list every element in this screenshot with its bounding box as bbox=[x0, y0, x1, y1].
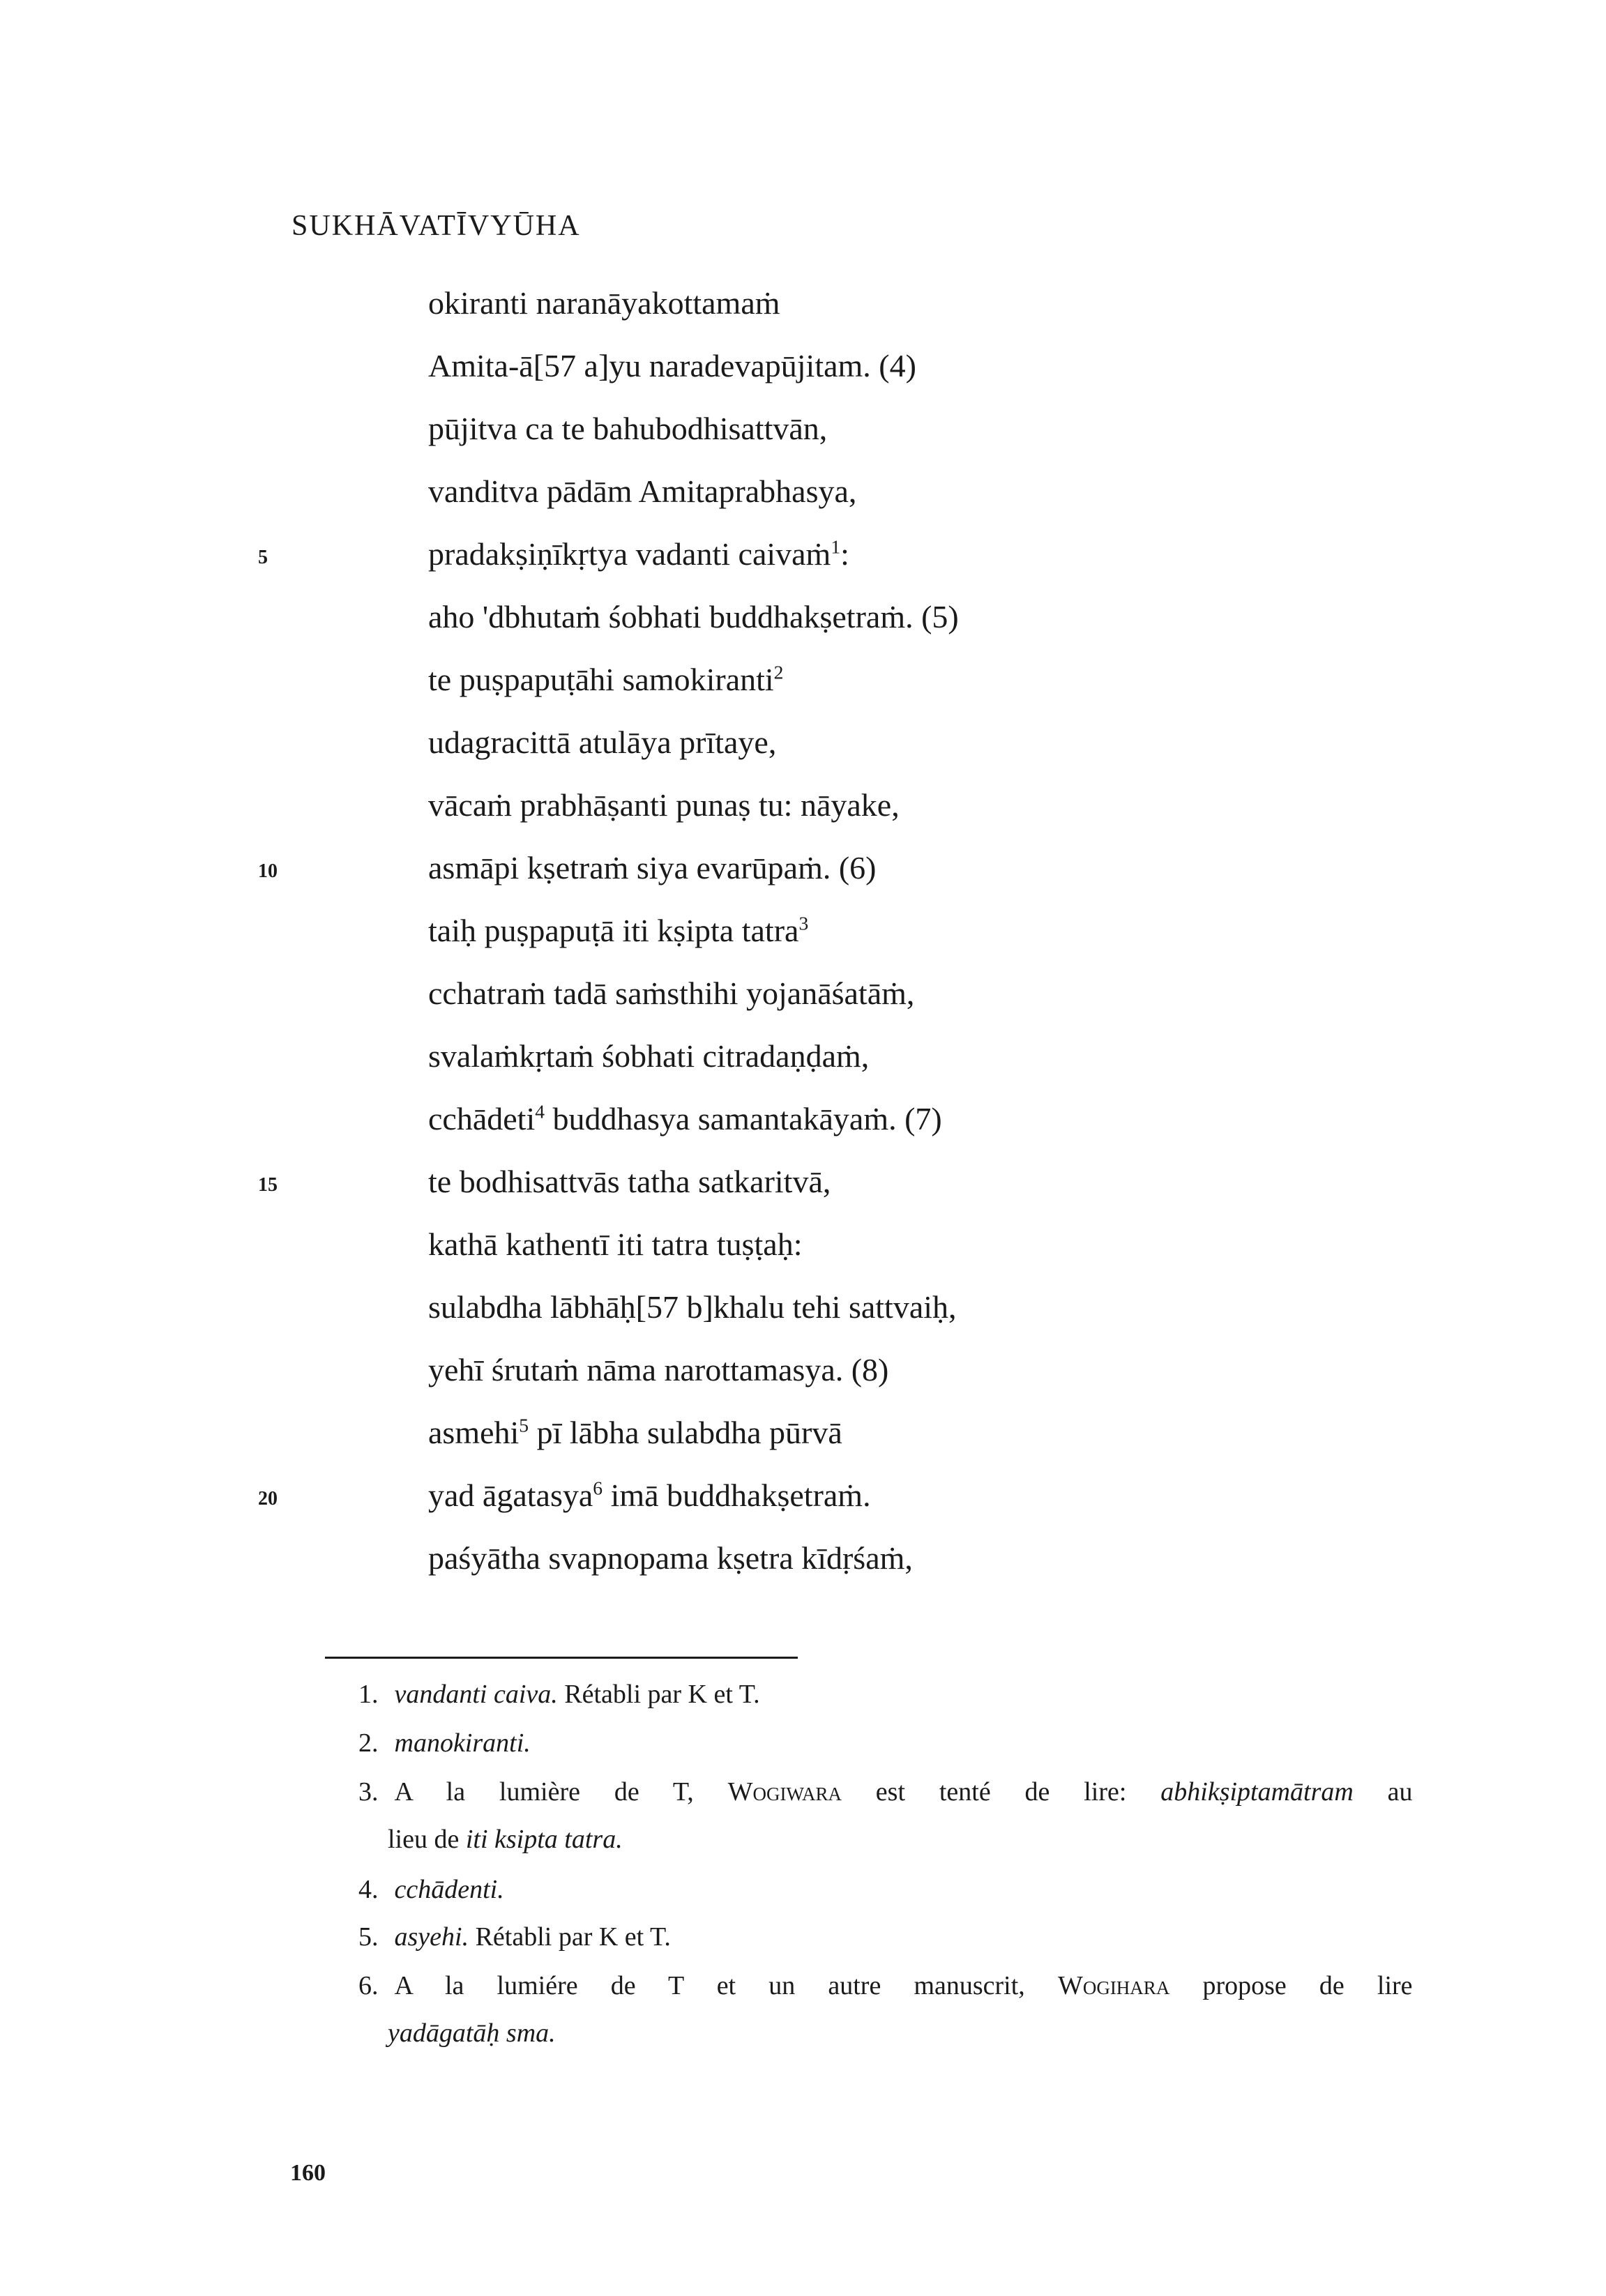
footnote bbox=[358, 1777, 1413, 1807]
footnote-number: 3. bbox=[358, 1777, 379, 1807]
footnote-term: cchādenti. bbox=[394, 1875, 504, 1904]
footnote-ref: 6 bbox=[593, 1477, 603, 1499]
footnote-text: lieu de bbox=[388, 1825, 460, 1854]
verse-line: okiranti naranāyakottamaṁ bbox=[428, 285, 780, 321]
verse-line: udagracittā atulāya prītaye, bbox=[428, 724, 777, 760]
footnote-continuation bbox=[388, 2018, 556, 2048]
footnote-term: manokiranti. bbox=[394, 1728, 531, 1758]
footnote-term: abhikṣiptamātram bbox=[1160, 1777, 1354, 1807]
verse-line bbox=[428, 661, 783, 698]
line-number: 20 bbox=[258, 1488, 278, 1510]
verse-text: asmehi bbox=[428, 1415, 520, 1450]
verse-line: yehī śrutaṁ nāma narottamasya. (8) bbox=[428, 1352, 889, 1388]
footnote-term: iti ksipta tatra. bbox=[465, 1825, 623, 1854]
author-name: Wogiwara bbox=[727, 1777, 842, 1807]
footnote-number: 6. bbox=[358, 1971, 379, 2000]
footnote bbox=[358, 1970, 1413, 2001]
verse-text: : bbox=[840, 536, 849, 572]
verse-line bbox=[428, 1414, 842, 1451]
verse-text: te puṣpapuṭāhi samokiranti bbox=[428, 662, 774, 697]
author-name: Wogihara bbox=[1057, 1971, 1170, 2000]
verse-line bbox=[428, 1477, 871, 1514]
footnote-ref: 4 bbox=[535, 1100, 545, 1123]
footnote-text: au bbox=[1387, 1777, 1413, 1807]
verse-text: cchādeti bbox=[428, 1101, 536, 1136]
footnote bbox=[358, 1728, 531, 1758]
page-number: 160 bbox=[290, 2160, 326, 2186]
verse-line: te bodhisattvās tatha satkaritvā, bbox=[428, 1164, 831, 1199]
verse-line: Amita-ā[57 a]yu naradevapūjitam. (4) bbox=[428, 348, 916, 383]
footnote bbox=[358, 1922, 671, 1952]
verse-line bbox=[428, 535, 849, 572]
running-head: SUKHĀVATĪVYŪHA bbox=[291, 210, 581, 242]
verse-line bbox=[428, 1100, 942, 1137]
line-number: 15 bbox=[258, 1174, 278, 1196]
footnote-text: A la lumiére de T et un autre manuscrit, bbox=[394, 1971, 1025, 2000]
footnote-text: propose de lire bbox=[1202, 1971, 1413, 2000]
verse-line: asmāpi kṣetraṁ siya evarūpaṁ. (6) bbox=[428, 850, 877, 885]
footnote-text: A la lumière de T, bbox=[394, 1777, 694, 1807]
footnote-number: 5. bbox=[358, 1922, 379, 1952]
footnote-ref: 3 bbox=[798, 912, 809, 934]
footnote-number: 4. bbox=[358, 1875, 379, 1904]
footnote-ref: 2 bbox=[773, 661, 784, 683]
verse-text: yad āgatasya bbox=[428, 1477, 593, 1513]
footnote-continuation bbox=[388, 1824, 623, 1855]
verse-line: pūjitva ca te bahubodhisattvān, bbox=[428, 411, 828, 446]
footnote-ref: 1 bbox=[831, 535, 841, 558]
footnote-divider bbox=[325, 1657, 798, 1659]
footnote-text: Rétabli par K et T. bbox=[564, 1680, 760, 1709]
verse-line: cchatraṁ tadā saṁsthihi yojanāśatāṁ, bbox=[428, 975, 915, 1011]
line-number: 5 bbox=[258, 547, 268, 568]
line-number: 10 bbox=[258, 860, 278, 882]
footnote-number: 2. bbox=[358, 1728, 379, 1758]
verse-text: pradakṣiṇīkṛtya vadanti caivaṁ bbox=[428, 536, 831, 572]
verse-line bbox=[428, 912, 808, 949]
verse-line: vanditva pādām Amitaprabhasya, bbox=[428, 473, 857, 509]
verse-line: aho 'dbhutaṁ śobhati buddhakṣetraṁ. (5) bbox=[428, 599, 959, 634]
footnote bbox=[358, 1679, 760, 1710]
verse-text: taiḥ puṣpapuṭā iti kṣipta tatra bbox=[428, 913, 799, 948]
footnote-text: Rétabli par K et T. bbox=[475, 1922, 671, 1952]
verse-line: kathā kathentī iti tatra tuṣṭaḥ: bbox=[428, 1226, 803, 1262]
footnote bbox=[358, 1874, 504, 1905]
footnote-term: asyehi. bbox=[394, 1922, 469, 1952]
verse-text: pī lābha sulabdha pūrvā bbox=[529, 1415, 842, 1450]
footnote-ref: 5 bbox=[519, 1414, 529, 1436]
footnote-term: yadāgatāḥ sma. bbox=[388, 2018, 556, 2048]
verse-line: paśyātha svapnopama kṣetra kīdṛśaṁ, bbox=[428, 1540, 913, 1576]
footnote-number: 1. bbox=[358, 1680, 379, 1709]
verse-line: vācaṁ prabhāṣanti punaṣ tu: nāyake, bbox=[428, 787, 900, 823]
verse-text: buddhasya samantakāyaṁ. (7) bbox=[545, 1101, 942, 1136]
verse-line: svalaṁkṛtaṁ śobhati citradaṇḍaṁ, bbox=[428, 1038, 870, 1074]
verse-line: sulabdha lābhāḥ[57 b]khalu tehi sattvaiḥ, bbox=[428, 1289, 957, 1325]
footnote-text: est tenté de lire: bbox=[875, 1777, 1127, 1807]
verse-text: imā buddhakṣetraṁ. bbox=[603, 1477, 871, 1513]
footnote-term: vandanti caiva. bbox=[394, 1680, 558, 1709]
